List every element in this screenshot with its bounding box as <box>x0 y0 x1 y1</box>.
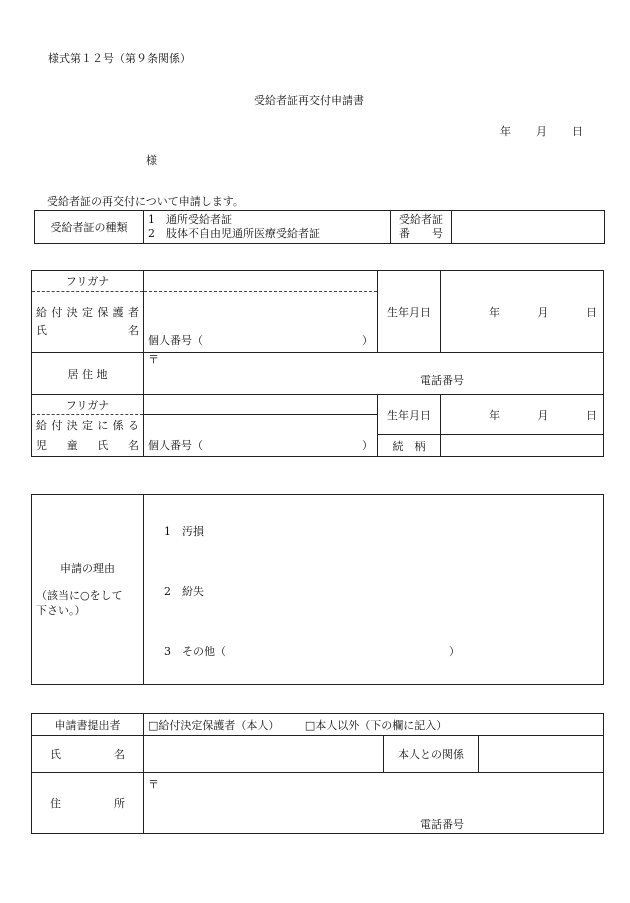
certificate-number-label-line1: 受給者証 <box>399 213 443 226</box>
reason-option-3[interactable] <box>164 643 460 659</box>
date-day-label: 日 <box>572 125 583 138</box>
guardian-birth-month: 月 <box>537 305 549 319</box>
reason-note-line1: （該当に○をして <box>36 589 123 602</box>
page-title: 受給者証再交付申請書 <box>254 94 364 107</box>
submitter-address-label-a: 住 <box>50 797 61 810</box>
guardian-mynumber[interactable] <box>148 332 373 348</box>
addressee-suffix: 様 <box>146 154 157 167</box>
reason-table <box>31 494 604 685</box>
reason-option-3-label: 3 その他（ <box>164 645 226 658</box>
reason-note-line2: 下さい。） <box>36 604 86 617</box>
child-birth-year: 年 <box>489 408 500 422</box>
child-name-field[interactable] <box>144 415 378 457</box>
submitter-address-label <box>32 773 144 834</box>
certificate-table <box>34 210 605 244</box>
submitter-name-label-b: 名 <box>114 748 125 761</box>
certificate-type-options[interactable] <box>144 211 391 244</box>
reason-option-1[interactable]: 1 汚損 <box>164 525 204 538</box>
child-birth-field[interactable] <box>441 395 604 435</box>
submitter-name-label <box>32 736 144 773</box>
certificate-option-2[interactable]: 2 肢体不自由児通所医療受給者証 <box>148 227 320 240</box>
child-relation-field[interactable] <box>441 435 604 457</box>
certificate-number-field[interactable] <box>452 211 605 244</box>
submitter-postal-mark: 〒 <box>148 778 159 791</box>
guardian-postal-mark: 〒 <box>148 353 159 366</box>
certificate-number-label <box>391 211 452 244</box>
submitter-label: 申請書提出者 <box>32 714 144 736</box>
reason-options-cell <box>144 495 604 685</box>
reason-option-2[interactable]: 2 紛失 <box>164 585 204 598</box>
submitter-check-guardian[interactable]: □給付決定保護者（本人） <box>148 718 280 732</box>
submitter-relation-label: 本人との関係 <box>384 736 479 773</box>
submitter-phone-label: 電話番号 <box>420 818 464 831</box>
date-month-label: 月 <box>536 125 547 138</box>
guardian-name-label <box>32 292 144 353</box>
child-mynumber-close: ） <box>362 439 373 452</box>
certificate-option-1[interactable]: 1 通所受給者証 <box>148 213 232 226</box>
guardian-birth-field[interactable] <box>441 271 604 353</box>
child-relation-label: 続 柄 <box>378 435 441 457</box>
child-mynumber[interactable] <box>148 437 373 453</box>
guardian-mynumber-label: 個人番号（ <box>148 334 203 347</box>
submitter-address-label-b: 所 <box>114 797 125 810</box>
form-number: 様式第１２号（第９条関係） <box>48 52 191 65</box>
guardian-name-label-line1: 給付決定保護者 <box>36 306 139 319</box>
child-name-label-line1: 給付決定に係る <box>32 415 144 435</box>
submitter-table <box>31 713 604 834</box>
guardian-furigana-field[interactable] <box>144 271 378 292</box>
reason-label: 申請の理由 <box>60 562 115 575</box>
child-mynumber-label: 個人番号（ <box>148 439 203 452</box>
certificate-number-label-line2: 番 号 <box>399 227 443 240</box>
guardian-name-label-b: 名 <box>128 324 139 337</box>
reason-label-cell <box>32 495 144 685</box>
guardian-child-table <box>31 270 604 457</box>
guardian-birth-label: 生年月日 <box>378 271 441 353</box>
child-furigana-field[interactable] <box>144 395 378 415</box>
guardian-birth-day: 日 <box>586 305 597 319</box>
submitter-address-field[interactable] <box>144 773 604 834</box>
submitter-options <box>144 714 604 736</box>
guardian-birth-year: 年 <box>489 305 500 319</box>
guardian-address-field[interactable] <box>144 353 604 395</box>
guardian-address-label: 居 住 地 <box>32 353 144 395</box>
submitter-name-field[interactable] <box>144 736 384 773</box>
submitter-relation-field[interactable] <box>479 736 604 773</box>
child-name-label-line2: 児 童 氏 名 <box>32 435 144 457</box>
guardian-mynumber-close: ） <box>362 334 373 347</box>
guardian-phone-label: 電話番号 <box>420 374 464 387</box>
child-birth-label: 生年月日 <box>378 395 441 435</box>
date-year-label: 年 <box>500 125 511 138</box>
application-statement: 受給者証の再交付について申請します。 <box>47 195 244 208</box>
guardian-furigana-label: フリガナ <box>32 271 144 292</box>
guardian-name-field[interactable] <box>144 292 378 353</box>
child-furigana-label: フリガナ <box>32 395 144 415</box>
guardian-name-label-line2 <box>36 322 139 340</box>
child-birth-day: 日 <box>586 408 597 422</box>
reason-option-3-close: ） <box>449 645 460 658</box>
guardian-name-label-a: 氏 <box>36 324 47 337</box>
certificate-type-label: 受給者証の種類 <box>35 211 144 244</box>
child-birth-month: 月 <box>537 408 549 422</box>
submitter-check-other[interactable]: □本人以外（下の欄に記入） <box>304 718 448 732</box>
submitter-name-label-a: 氏 <box>50 748 61 761</box>
